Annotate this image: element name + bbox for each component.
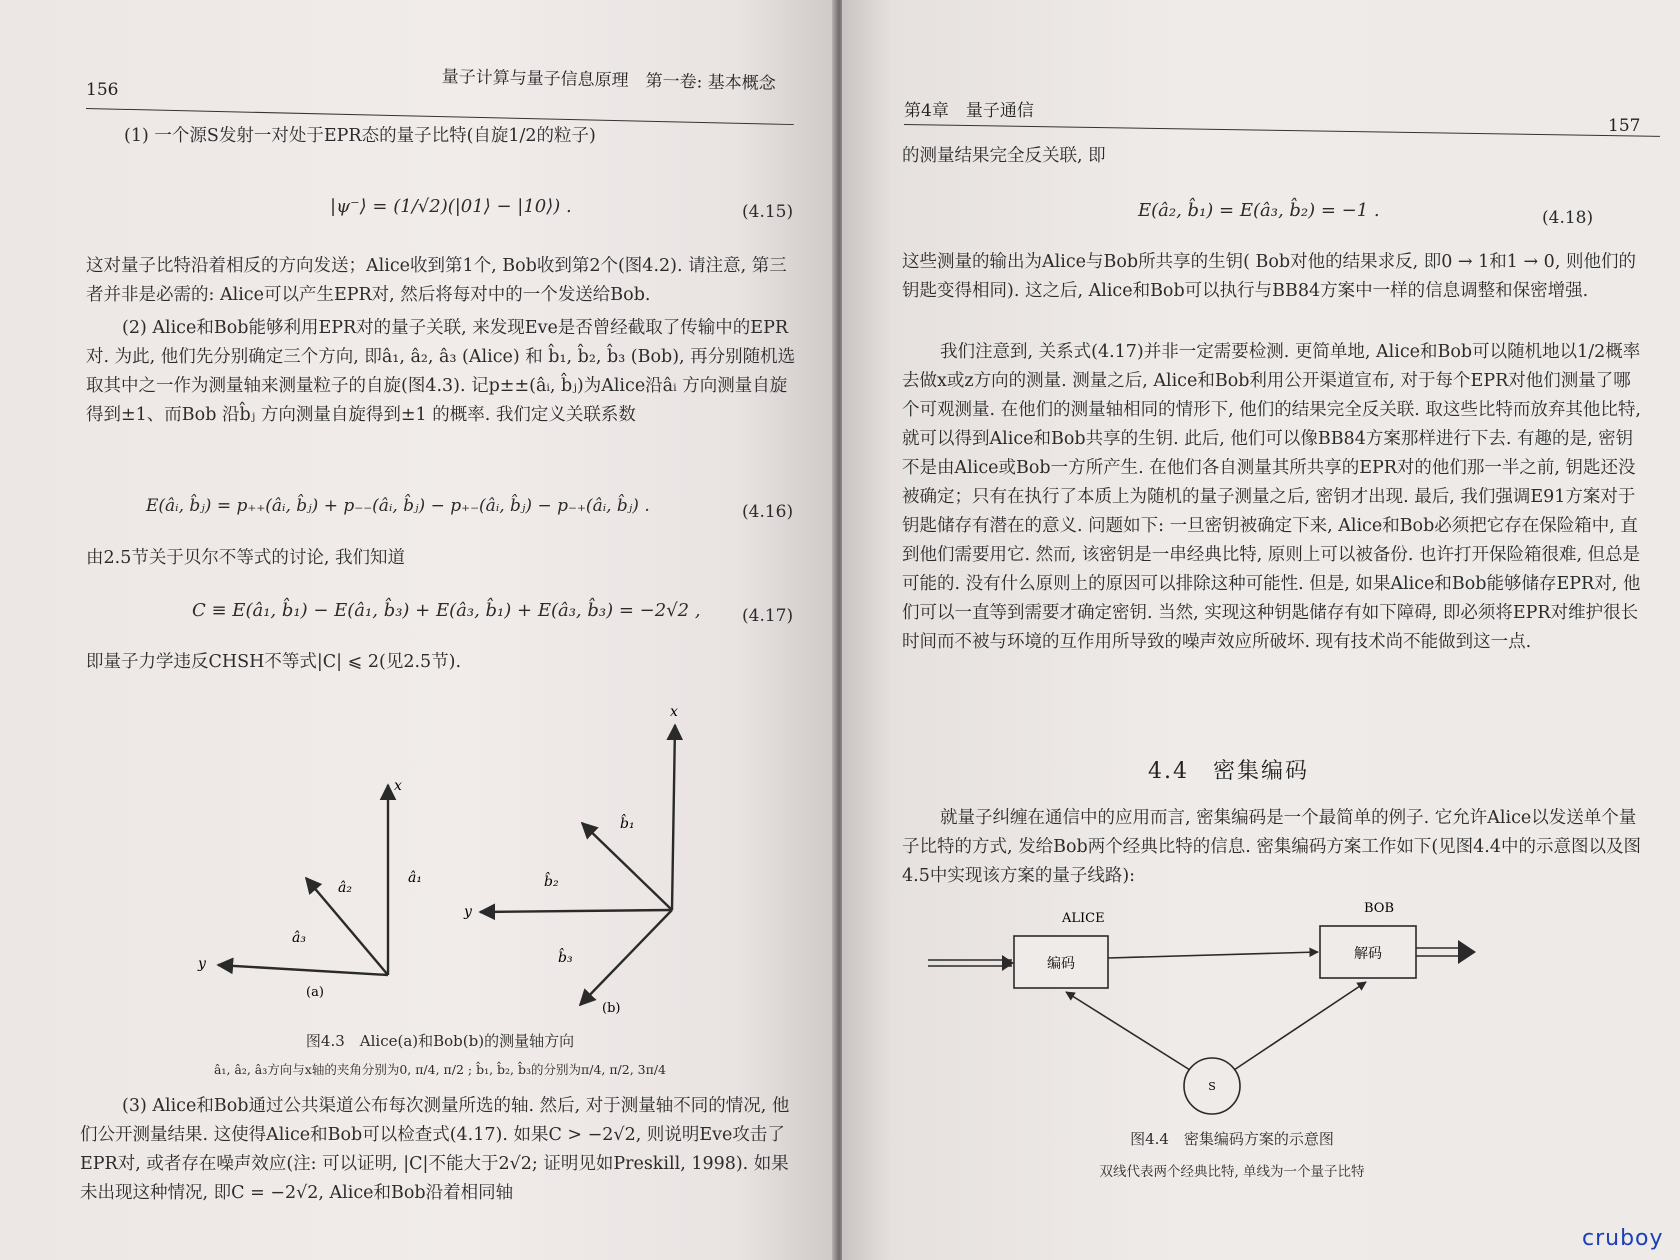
bob-b3-vector <box>580 910 672 1005</box>
equation-4-18: E(â₂, b̂₁) = E(â₃, b̂₂) = −1 . <box>1138 200 1380 221</box>
right-paragraph-1: 的测量结果完全反关联, 即 <box>902 146 1106 166</box>
figure-4-3-subcaption: â₁, â₂, â₃方向与x轴的夹角分别为0, π/4, π/2 ; b̂₁, b̂₂, b̂₃的分别为π/4, π/2, 3π/4 <box>213 1062 666 1077</box>
left-paragraph-1: (1) 一个源S发射一对处于EPR态的量子比特(自旋1/2的粒子) <box>124 126 596 146</box>
decode-label: 解码 <box>1354 946 1382 962</box>
bob-x-label: x <box>670 704 678 720</box>
equation-4-16-number: (4.16) <box>742 502 794 522</box>
figure-4-4 <box>886 900 1656 1120</box>
left-paragraph-2: 这对量子比特沿着相反的方向发送；Alice收到第1个, Bob收到第2个(图4.2). 请注意, 第三者并非是必需的: Alice可以产生EPR对, 然后将每对中的一个发送给Bob. <box>86 256 787 305</box>
bob-b3-label: b̂₃ <box>558 950 573 966</box>
right-paragraph-2: 这些测量的输出为Alice与Bob所共享的生钥( Bob对他的结果求反, 即0 → 1和1 → 0, 则他们的钥匙变得相同). 这之后, Alice和Bob可以执行与BB84方案中一样的信息调整和保密增强. <box>902 252 1636 301</box>
alice-a1-label: â₁ <box>408 870 422 886</box>
equation-4-15-number: (4.15) <box>742 202 794 222</box>
bob-y-axis <box>480 910 672 912</box>
equation-4-15: |ψ⁻⟩ = (1/√2)(|01⟩ − |10⟩) . <box>330 196 572 217</box>
source-label: S <box>1208 1080 1216 1093</box>
figure-4-3 <box>180 700 720 1020</box>
equation-4-16: E(âᵢ, b̂ⱼ) = p₊₊(âᵢ, b̂ⱼ) + p₋₋(âᵢ, b̂ⱼ) − p₊₋(âᵢ, b̂ⱼ) − p₋₊(âᵢ, b̂ⱼ) . <box>146 496 650 516</box>
channel-line <box>1108 952 1318 958</box>
alice-a3-label: â₃ <box>292 930 306 946</box>
bob-y-label: y <box>464 904 472 920</box>
encode-label: 编码 <box>1047 956 1075 972</box>
right-header-rule <box>904 124 1660 137</box>
equation-4-17: C ≡ E(â₁, b̂₁) − E(â₁, b̂₃) + E(â₃, b̂₁) + E(â₃, b̂₃) = −2√2 , <box>192 600 701 621</box>
right-running-header: 第4章 量子通信 <box>904 101 1034 121</box>
source-to-alice <box>1066 992 1190 1070</box>
left-page <box>0 0 836 1260</box>
right-page-number: 157 <box>1608 116 1641 136</box>
left-paragraph-4: 由2.5节关于贝尔不等式的讨论, 我们知道 <box>86 548 405 568</box>
alice-y-axis <box>218 965 388 975</box>
equation-4-17-number: (4.17) <box>742 606 794 626</box>
bob-b1-label: b̂₁ <box>620 816 635 832</box>
source-to-bob <box>1234 982 1366 1070</box>
figure-4-3-caption: 图4.3 Alice(a)和Bob(b)的测量轴方向 <box>305 1032 575 1050</box>
figure-4-4-caption: 图4.4 密集编码方案的示意图 <box>1130 1130 1334 1148</box>
alice-axes <box>197 778 422 1000</box>
left-paragraph-6: (3) Alice和Bob通过公共渠道公布每次测量所选的轴. 然后, 对于测量轴不同的情况, 他们公开测量结果. 这使得Alice和Bob可以检查式(4.17). 如果C > −2√2, 则说明Eve攻击了EPR对, 或者存在噪声效应(注: 可以证明, |C|不能大于2√2; 证明见如Preskill, 1998). 如果未出现这种情况, 即C = −2√2, Alice和Bob沿着相同轴 <box>80 1096 790 1203</box>
left-page-number: 156 <box>86 80 119 100</box>
right-paragraph-4: 就量子纠缠在通信中的应用而言, 密集编码是一个最简单的例子. 它允许Alice以发送单个量子比特的方式, 发给Bob两个经典比特的信息. 密集编码方案工作如下(见图4.4中的示意图以及图4.5中实现该方案的量子线路): <box>902 808 1642 886</box>
alice-a2-label: â₂ <box>338 880 352 896</box>
bob-b2-label: b̂₂ <box>544 874 559 890</box>
left-paragraph-5: 即量子力学违反CHSH不等式|C| ⩽ 2(见2.5节). <box>86 652 462 672</box>
alice-sub-label: (a) <box>306 985 324 1000</box>
left-paragraph-3: (2) Alice和Bob能够利用EPR对的量子关联, 来发现Eve是否曾经截取了传输中的EPR对. 为此, 他们先分别确定三个方向, 即â₁, â₂, â₃ (Alice) 和 b̂₁, b̂₂, b̂₃ (Bob), 再分别随机选取其中之一作为测量轴来测量粒子的自旋(图4.3). 记p±±(âᵢ, b̂ⱼ)为Alice沿âᵢ 方向测量自旋得到±1、而Bob 沿b̂ⱼ 方向测量自旋得到±1 的概率. 我们定义关联系数 <box>86 318 796 425</box>
bob-x-axis <box>672 725 675 910</box>
alice-label: ALICE <box>1062 911 1105 926</box>
left-running-header: 量子计算与量子信息原理 第一卷: 基本概念 <box>441 66 776 94</box>
equation-4-18-number: (4.18) <box>1542 208 1594 228</box>
bob-label: BOB <box>1364 901 1395 916</box>
bob-sub-label: (b) <box>602 1001 621 1016</box>
alice-y-label: y <box>198 956 206 972</box>
section-4-4-title: 4.4 密集编码 <box>1148 759 1309 784</box>
alice-x-label: x <box>394 778 402 794</box>
bob-b1-vector <box>582 823 672 910</box>
right-page <box>842 0 1680 1260</box>
right-paragraph-3: 我们注意到, 关系式(4.17)并非一定需要检测. 更简单地, Alice和Bob可以随机地以1/2概率去做x或z方向的测量. 测量之后, Alice和Bob利用公开渠道宣布, 对于每个EPR对他们测量了哪个可观测量. 在他们的测量轴相同的情形下, 他们的结果完全反关联. 取这些比特而放弃其他比特, 就可以得到Alice和Bob共享的生钥. 此后, 他们可以像BB84方案那样进行下去. 有趣的是, 密钥不是由Alice或Bob一方所产生. 在他们各自测量其所共享的EPR对的他们那一半之前, 钥匙还没被确定；只有在执行了本质上为随机的量子测量之后, 密钥才出现. 最后, 我们强调E91方案对于钥匙储存有潜在的意义. 问题如下: 一旦密钥被确定下来, Alice和Bob必须把它存在保险箱中, 直到他们需要用它. 然而, 该密钥是一串经典比特, 原则上可以被备份. 也许打开保险箱很难, 但总是可能的. 没有什么原则上的原因可以排除这种可能性. 但是, 如果Alice和Bob能够储存EPR对, 他们可以一直等到需要才确定密钥. 当然, 实现这种钥匙储存有如下障碍, 即必须将EPR对维护很长时间而不被与环境的互作用所导致的噪声效应所破坏. 现有技术尚不能做到这一点. <box>902 342 1641 652</box>
figure-4-4-subcaption: 双线代表两个经典比特, 单线为一个量子比特 <box>1099 1164 1365 1180</box>
bob-axes <box>463 704 678 1016</box>
watermark: cruboy <box>1582 1226 1664 1251</box>
